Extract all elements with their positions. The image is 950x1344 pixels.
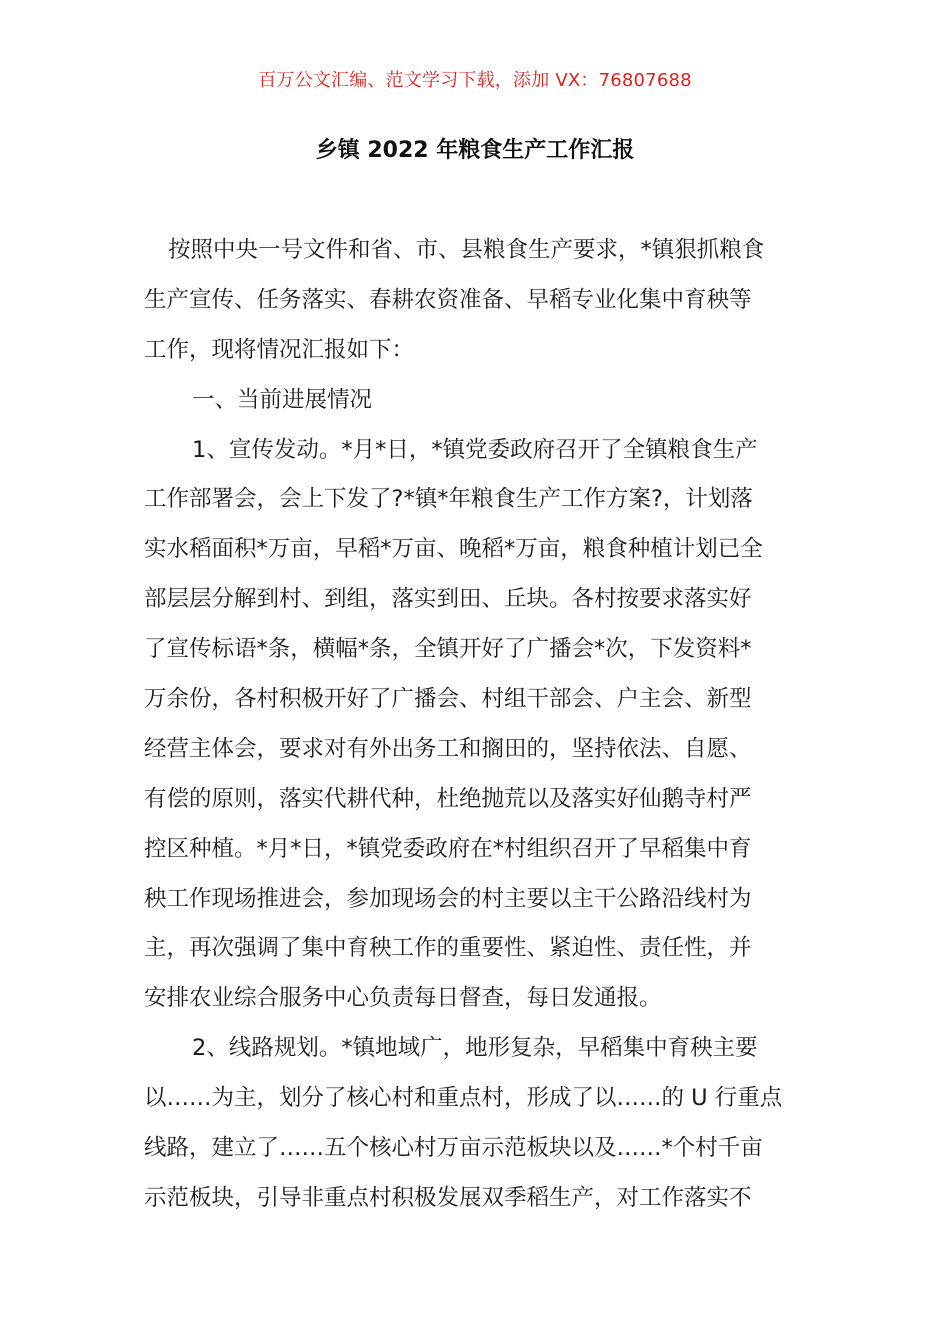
paragraph-route-planning: [144, 1024, 810, 1224]
text-line: 安排农业综合服务中心负责每日督查，每日发通报。: [144, 985, 662, 1012]
text-line: 1、宣传发动。*月*日，*镇党委政府召开了全镇粮食生产: [192, 436, 758, 463]
document-body: [144, 226, 810, 1224]
paragraph-intro: [144, 226, 810, 376]
text-line: 经营主体会，要求对有外出务工和搁田的，坚持依法、自愿、: [144, 735, 752, 762]
text-line: 线路，建立了……五个核心村万亩示范板块以及……*个村千亩: [144, 1135, 763, 1162]
text-line: 2、线路规划。*镇地域广，地形复杂，早稻集中育秧主要: [192, 1035, 758, 1062]
section-heading: [144, 376, 810, 426]
text-line: 以……为主，划分了核心村和重点村，形成了以……的 U 行重点: [144, 1085, 783, 1112]
text-line: 工作，现将情况汇报如下：: [144, 336, 415, 363]
section-heading-text: 一、当前进展情况: [192, 386, 373, 413]
document-title: 乡镇 2022 年粮食生产工作汇报: [315, 138, 635, 163]
text-line: 控区种植。*月*日，*镇党委政府在*村组织召开了早稻集中育: [144, 835, 752, 862]
text-line: 工作部署会，会上下发了?*镇*年粮食生产工作方案?，计划落: [144, 486, 753, 513]
text-line: 万余份，各村积极开好了广播会、村组干部会、户主会、新型: [144, 686, 752, 713]
text-line: 实水稻面积*万亩，早稻*万亩、晚稻*万亩，粮食种植计划已全: [144, 536, 763, 563]
text-line: 了宣传标语*条，横幅*条，全镇开好了广播会*次，下发资料*: [144, 636, 752, 663]
text-line: 有偿的原则，落实代耕代种，杜绝抛荒以及落实好仙鹅寺村严: [144, 785, 752, 812]
paragraph-publicity: [144, 426, 810, 1025]
header-note: 百万公文汇编、范文学习下载，添加 VX：76807688: [258, 70, 692, 91]
text-line: 秧工作现场推进会，参加现场会的村主要以主干公路沿线村为: [144, 885, 752, 912]
text-line: 部层层分解到村、到组，落实到田、丘块。各村按要求落实好: [144, 586, 752, 613]
text-line: 示范板块，引导非重点村积极发展双季稻生产，对工作落实不: [144, 1184, 752, 1211]
text-line: 主，再次强调了集中育秧工作的重要性、紧迫性、责任性，并: [144, 935, 752, 962]
text-line: 按照中央一号文件和省、市、县粮食生产要求，*镇狠抓粮食: [168, 237, 765, 263]
text-line: 生产宣传、任务落实、春耕农资准备、早稻专业化集中育秧等: [144, 286, 752, 313]
